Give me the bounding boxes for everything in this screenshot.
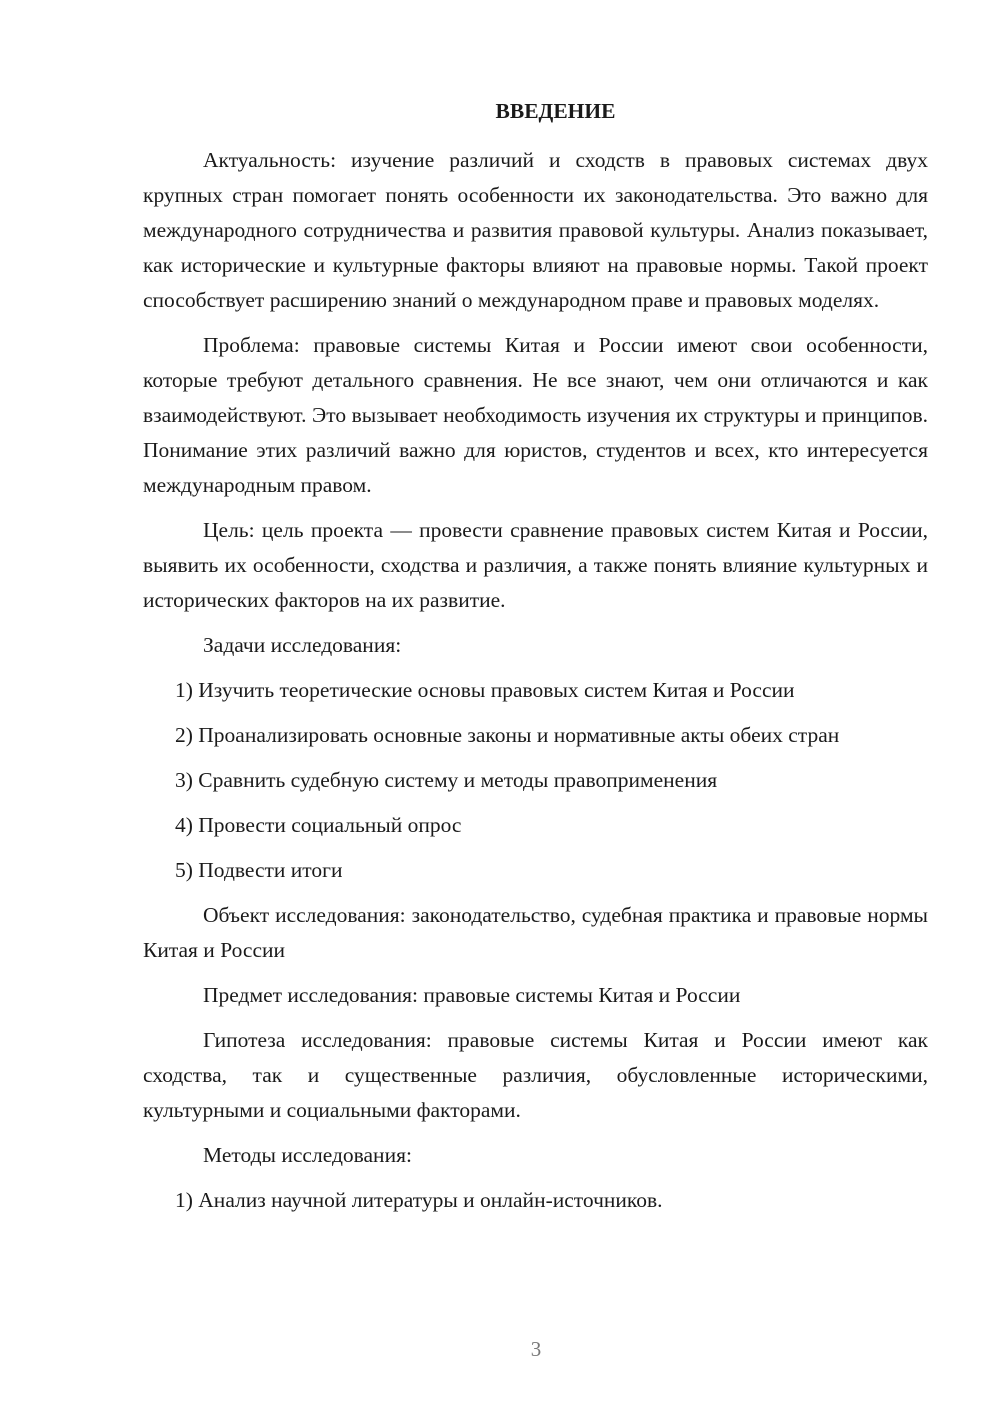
page-content: [143, 96, 928, 1218]
subject-paragraph: Предмет исследования: правовые системы Китая и России: [203, 983, 741, 1007]
object-paragraph: Объект исследования: законодательство, судебная практика и правовые нормы Китая и России: [143, 903, 928, 962]
method-item-1: 1) Анализ научной литературы и онлайн-источников.: [175, 1188, 663, 1212]
relevance-paragraph: Актуальность: изучение различий и сходств в правовых системах двух крупных стран помогает понять особенности их законодательства. Это важно для международного сотрудничества и развития правовой культуры. Анализ показывает, как исторические и культурные факторы влияют на правовые нормы. Такой проект способствует расширению знаний о международном праве и правовых моделях.: [143, 148, 928, 312]
task-item-4: 4) Провести социальный опрос: [175, 813, 462, 837]
section-heading: ВВЕДЕНИЕ: [495, 99, 616, 123]
task-item-1: 1) Изучить теоретические основы правовых систем Китая и России: [175, 678, 795, 702]
task-item-5: 5) Подвести итоги: [175, 858, 343, 882]
problem-paragraph: Проблема: правовые системы Китая и России имеют свои особенности, которые требуют детального сравнения. Не все знают, чем они отличаются и как взаимодействуют. Это вызывает необходимость изучения их структуры и принципов. Понимание этих различий важно для юристов, студентов и всех, кто интересуется международным правом.: [143, 333, 928, 497]
tasks-heading: Задачи исследования:: [203, 633, 402, 657]
task-item-2: 2) Проанализировать основные законы и нормативные акты обеих стран: [175, 723, 840, 747]
goal-paragraph: Цель: цель проекта — провести сравнение правовых систем Китая и России, выявить их особенности, сходства и различия, а также понять влияние культурных и исторических факторов на их развитие.: [143, 518, 928, 612]
hypothesis-paragraph: Гипотеза исследования: правовые системы Китая и России имеют как сходства, так и существенные различия, обусловленные историческими, культурными и социальными факторами.: [143, 1028, 928, 1122]
methods-heading: Методы исследования:: [203, 1143, 412, 1167]
page-number: 3: [530, 1337, 542, 1361]
task-item-3: 3) Сравнить судебную систему и методы правоприменения: [175, 768, 718, 792]
